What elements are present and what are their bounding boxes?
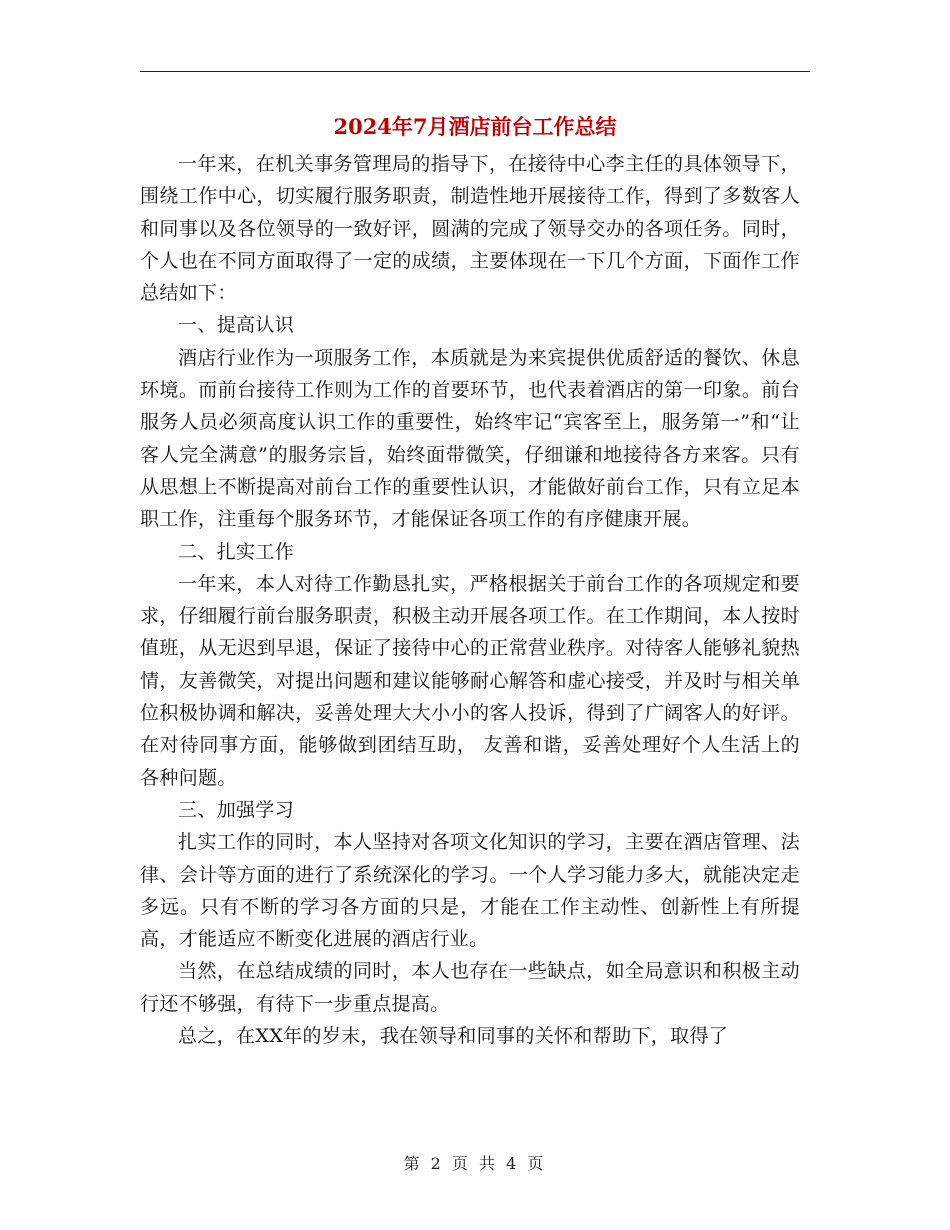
section-heading-3: 三、加强学习 (178, 798, 295, 821)
section-heading-2: 二、扎实工作 (178, 540, 295, 563)
page-number-footer: 第 2 页 共 4 页 (403, 1154, 547, 1173)
document-body (140, 148, 800, 1052)
header-rule (140, 71, 810, 72)
paragraph-shortcomings: 当然，在总结成绩的同时，本人也存在一些缺点，如全局意识和积极主动行还不够强，有待下一步重点提高。 (140, 960, 800, 1015)
paragraph-section-2: 一年来，本人对待工作勤恳扎实，严格根据关于前台工作的各项规定和要求，仔细履行前台服务职责，积极主动开展各项工作。在工作期间，本人按时值班，从无迟到早退，保证了接待中心的正常营业秩序。对待客人能够礼貌热情，友善微笑，对提出问题和建议能够耐心解答和虚心接受，并及时与相关单位积极协调和解决，妥善处理大大小小的客人投诉，得到了广阔客人的好评。在对待同事方面，能够做到团结互助， 友善和谐，妥善处理好个人生活上的各种问题。 (140, 572, 800, 789)
paragraph-section-3: 扎实工作的同时，本人坚持对各项文化知识的学习，主要在酒店管理、法律、会计等方面的进行了系统深化的学习。一个人学习能力多大，就能决定走多远。只有不断的学习各方面的只是，才能在工作主动性、创新性上有所提高，才能适应不断变化进展的酒店行业。 (140, 831, 800, 951)
document-title: 2024年7月酒店前台工作总结 (333, 114, 617, 139)
paragraph-intro: 一年来，在机关事务管理局的指导下，在接待中心李主任的具体领导下，围绕工作中心，切实履行服务职责，制造性地开展接待工作，得到了多数客人和同事以及各位领导的一致好评，圆满的完成了领导交办的各项任务。同时，个人也在不同方面取得了一定的成绩，主要体现在一下几个方面，下面作工作总结如下： (140, 153, 800, 305)
section-heading-1: 一、提高认识 (178, 314, 295, 337)
paragraph-section-1: 酒店行业作为一项服务工作，本质就是为来宾提供优质舒适的餐饮、休息环境。而前台接待工作则为工作的首要环节，也代表着酒店的第一印象。前台服务人员必须高度认识工作的重要性，始终牢记“宾客至上，服务第一”和“让客人完全满意”的服务宗旨，始终面带微笑，仔细谦和地接待各方来客。只有从思想上不断提高对前台工作的重要性认识，才能做好前台工作，只有立足本职工作，注重每个服务环节，才能保证各项工作的有序健康开展。 (140, 346, 800, 531)
paragraph-conclusion: 总之，在XX年的岁末，我在领导和同事的关怀和帮助下，取得了 (178, 1025, 729, 1048)
